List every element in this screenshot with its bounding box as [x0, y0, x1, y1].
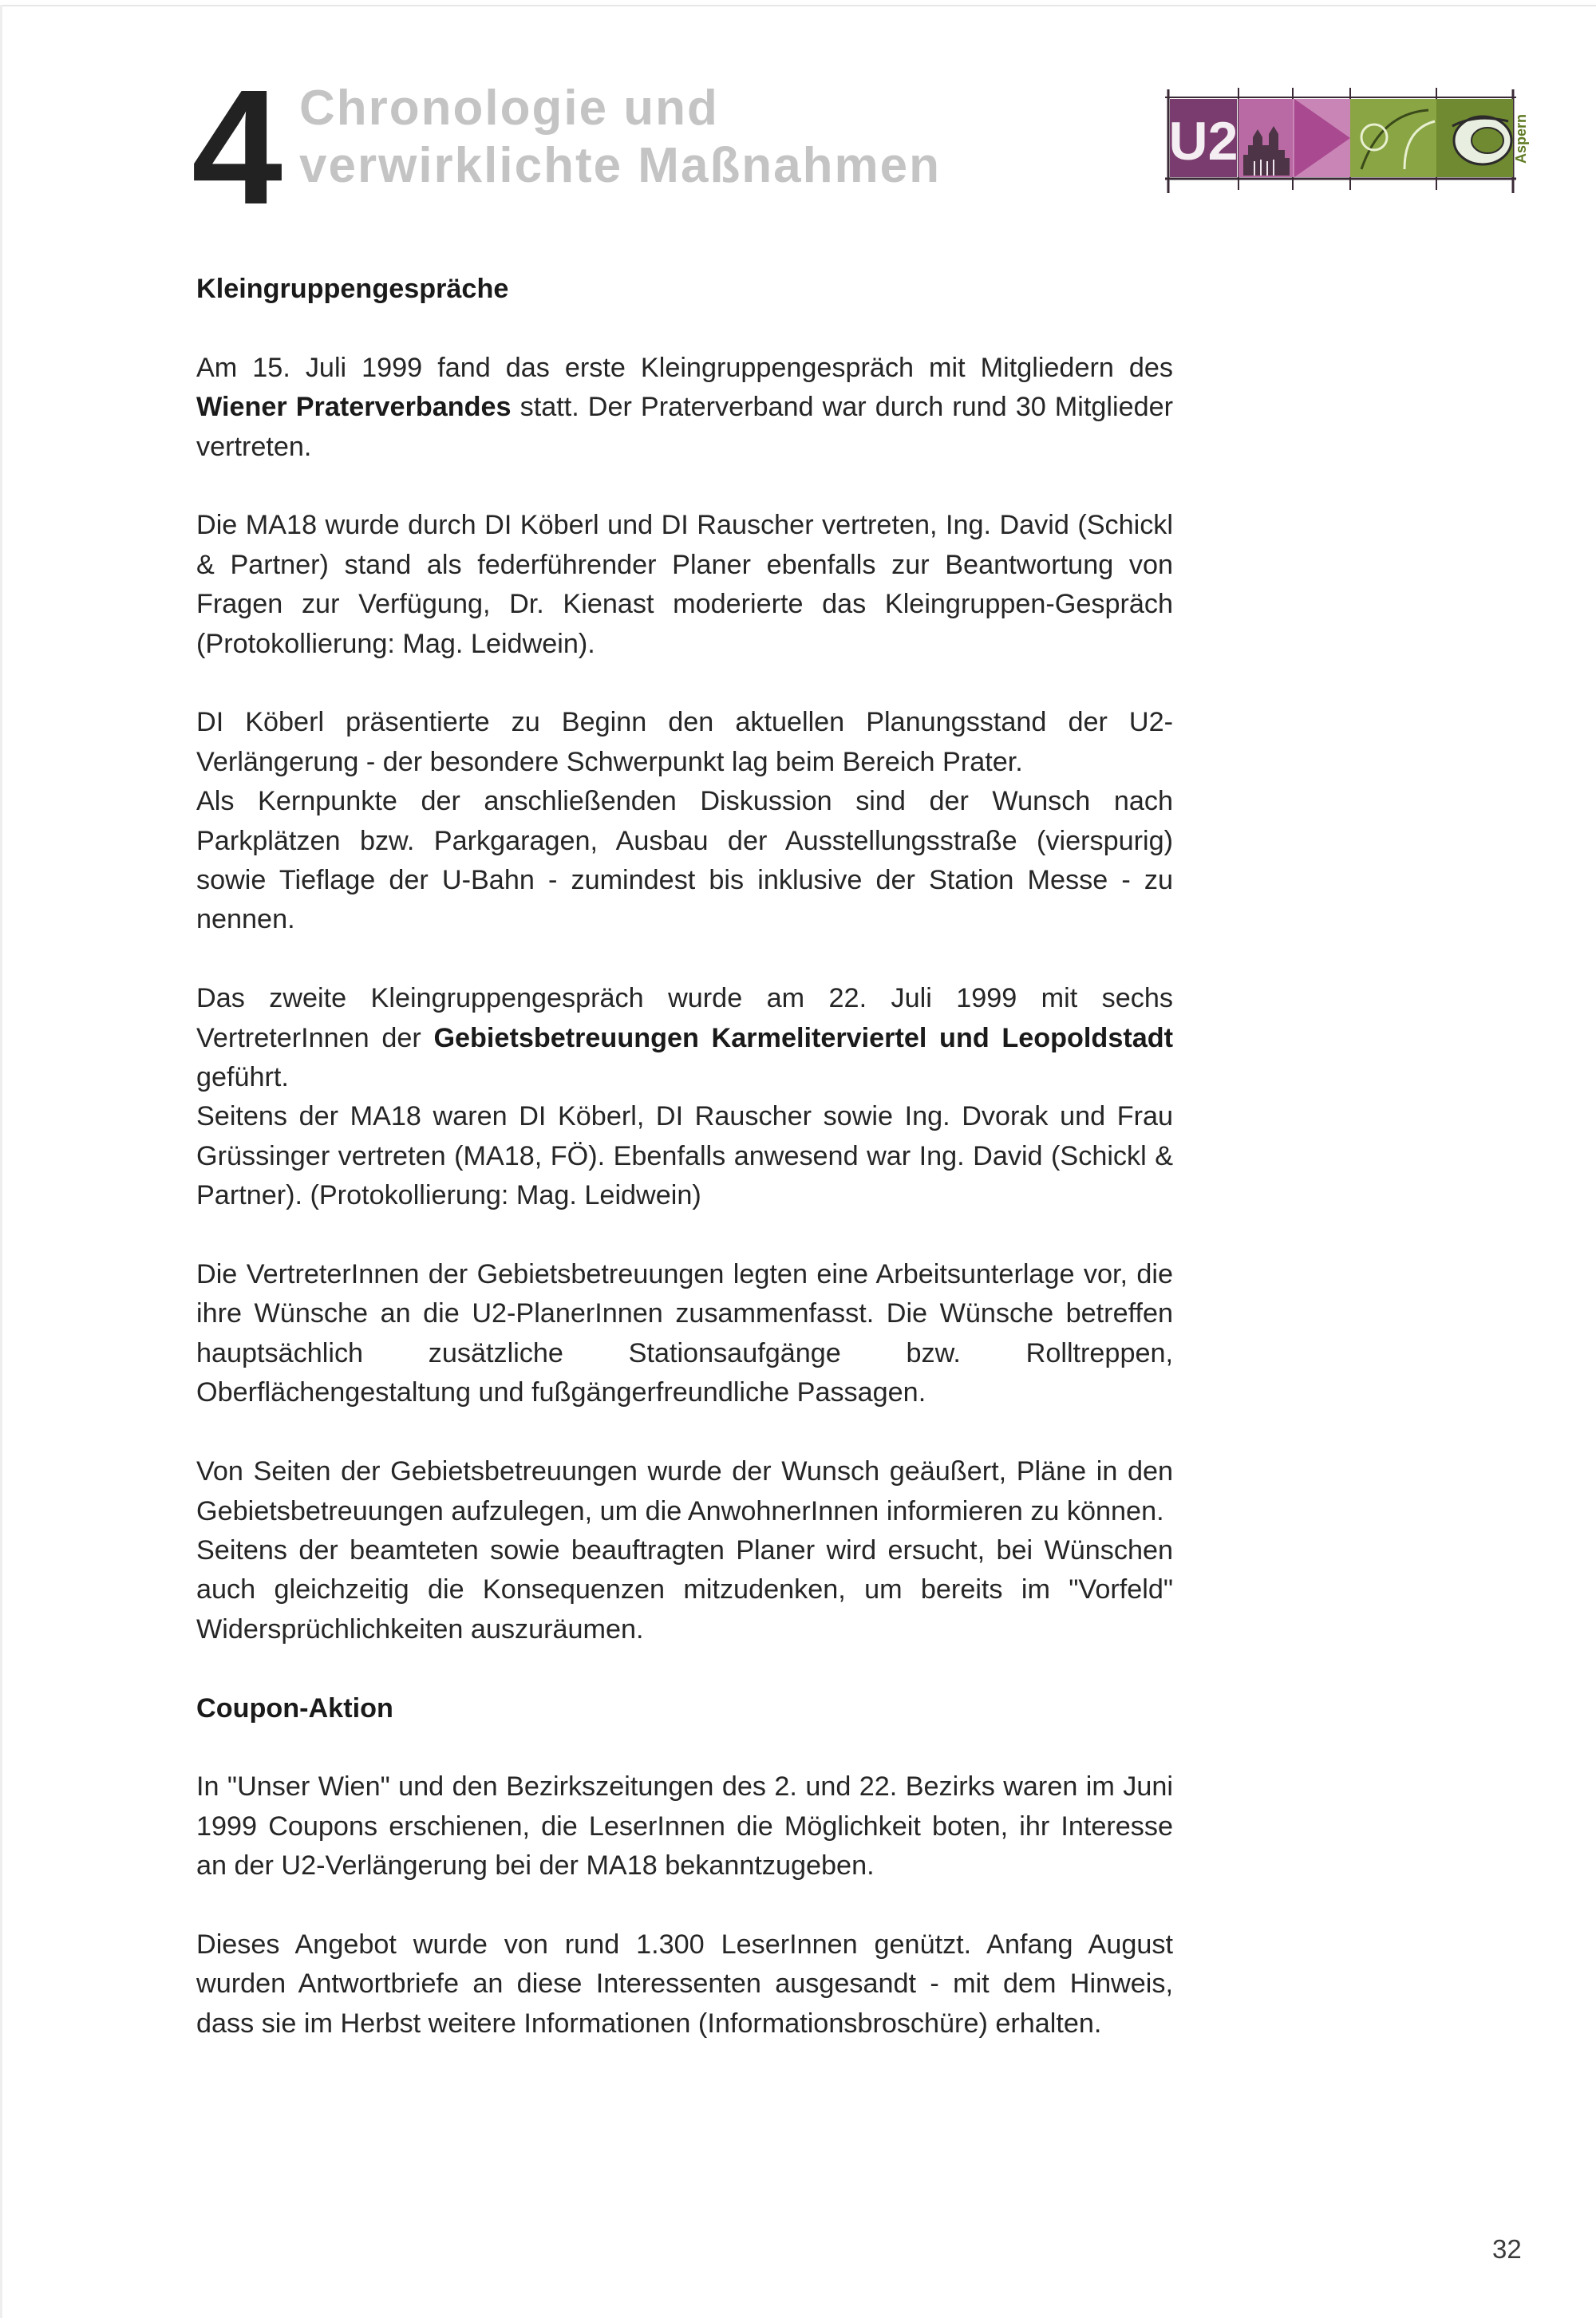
- logo-side-text: Aspern: [1513, 113, 1529, 164]
- paragraph-spacer: [196, 309, 1173, 348]
- text-run: Das zweite Kleingruppengespräch wurde am 22. Juli 1999 mit sechs VertreterInnen der: [196, 983, 1173, 1053]
- page-left-border: [0, 5, 2, 2318]
- bold-text: Gebietsbetreuungen Karmeliterviertel und Leopoldstadt: [433, 1022, 1173, 1053]
- chapter-title: [299, 80, 941, 195]
- text-run: Dieses Angebot wurde von rund 1.300 LeserInnen genützt. Anfang August wurden Antwortbriefe an diese Interessenten ausgesandt - mit dem Hinweis, dass sie im Herbst weitere Informationen (Informationsbroschüre) erhalten.: [196, 1929, 1173, 2039]
- document-body: [196, 270, 1173, 2083]
- page-top-border: [0, 5, 1596, 6]
- text-run: Am 15. Juli 1999 fand das erste Kleingruppengespräch mit Mitgliedern des: [196, 352, 1173, 383]
- paragraph: [196, 1097, 1173, 1215]
- text-run: statt. Der Praterverband war durch rund 30 Mitglieder vertreten.: [196, 392, 1174, 462]
- paragraph: [196, 1255, 1173, 1413]
- text-run: Von Seiten der Gebietsbetreuungen wurde der Wunsch geäußert, Pläne in den Gebietsbetreuungen aufzulegen, um die AnwohnerInnen informieren zu können.: [196, 1456, 1173, 1526]
- paragraph-spacer: [196, 1413, 1173, 1452]
- section-spacer: [196, 2044, 1173, 2083]
- text-run: In "Unser Wien" und den Bezirkszeitungen des 2. und 22. Bezirks waren im Juni 1999 Coupons erschienen, die LeserInnen die Möglichkeit boten, ihr Interesse an der U2-Verlängerung bei der MA18 bekanntzugeben.: [196, 1771, 1173, 1882]
- paragraph: [196, 1925, 1173, 2044]
- paragraph: [196, 349, 1173, 467]
- logo-line-label: U2: [1168, 111, 1238, 172]
- text-run: DI Köberl präsentierte zu Beginn den aktuellen Planungsstand der U2-Verlängerung - der besondere Schwerpunkt lag beim Bereich Prater.: [196, 707, 1173, 777]
- chapter-title-line-1: Chronologie und: [299, 81, 719, 136]
- paragraph: [196, 1531, 1173, 1649]
- paragraph-spacer: [196, 940, 1173, 979]
- section-heading: Coupon-Aktion: [196, 1692, 393, 1724]
- paragraph: [196, 979, 1173, 1097]
- text-run: Die MA18 wurde durch DI Köberl und DI Rauscher vertreten, Ing. David (Schickl & Partner) stand als federführender Planer ebenfalls zur Beantwortung von Fragen zur Verfügung, Dr. Kienast moderierte das Kleingruppen-Gespräch (Protokollierung: Mag. Leidwein).: [196, 510, 1173, 659]
- chapter-number: 4: [192, 56, 280, 239]
- text-run: Seitens der beamteten sowie beauftragten Planer wird ersucht, bei Wünschen auch gleichzeitig die Konsequenzen mitzudenken, um bereits im "Vorfeld" Widersprüchlichkeiten auszuräumen.: [196, 1534, 1173, 1645]
- u2-line-logo-icon: [1165, 81, 1532, 193]
- text-run: Als Kernpunkte der anschließenden Diskussion sind der Wunsch nach Parkplätzen bzw. Parkgaragen, Ausbau der Ausstellungsstraße (vierspurig) sowie Tieflage der U-Bahn - zumindest bis inklusive der Station Messe - zu nennen.: [196, 786, 1173, 935]
- chapter-title-line-2: verwirklichte Maßnahmen: [299, 138, 942, 193]
- paragraph-spacer: [196, 1728, 1173, 1767]
- paragraph: [196, 1452, 1173, 1531]
- paragraph-spacer: [196, 467, 1173, 506]
- paragraph: [196, 782, 1173, 940]
- section-spacer: [196, 1649, 1173, 1688]
- text-run: geführt.: [196, 1062, 289, 1093]
- text-run: Die VertreterInnen der Gebietsbetreuungen legten eine Arbeitsunterlage vor, die ihre Wünsche an die U2-PlanerInnen zusammenfasst. Die Wünsche betreffen hauptsächlich zusätzliche Stationsaufgänge bzw. Rolltreppen, Oberflächengestaltung und fußgängerfreundliche Passagen.: [196, 1259, 1173, 1408]
- section-heading: Kleingruppengespräche: [196, 274, 509, 304]
- text-run: Seitens der MA18 waren DI Köberl, DI Rauscher sowie Ing. Dvorak und Frau Grüssinger vertreten (MA18, FÖ). Ebenfalls anwesend war Ing. David (Schickl & Partner). (Protokollierung: Mag. Leidwein): [196, 1101, 1173, 1211]
- paragraph-spacer: [196, 1886, 1173, 1925]
- paragraph: [196, 1767, 1173, 1886]
- paragraph: [196, 506, 1173, 664]
- page-number: 32: [1492, 2234, 1522, 2264]
- paragraph: [196, 703, 1173, 782]
- paragraph-spacer: [196, 1216, 1173, 1255]
- paragraph-spacer: [196, 664, 1173, 703]
- bold-text: Wiener Praterverbandes: [196, 392, 512, 423]
